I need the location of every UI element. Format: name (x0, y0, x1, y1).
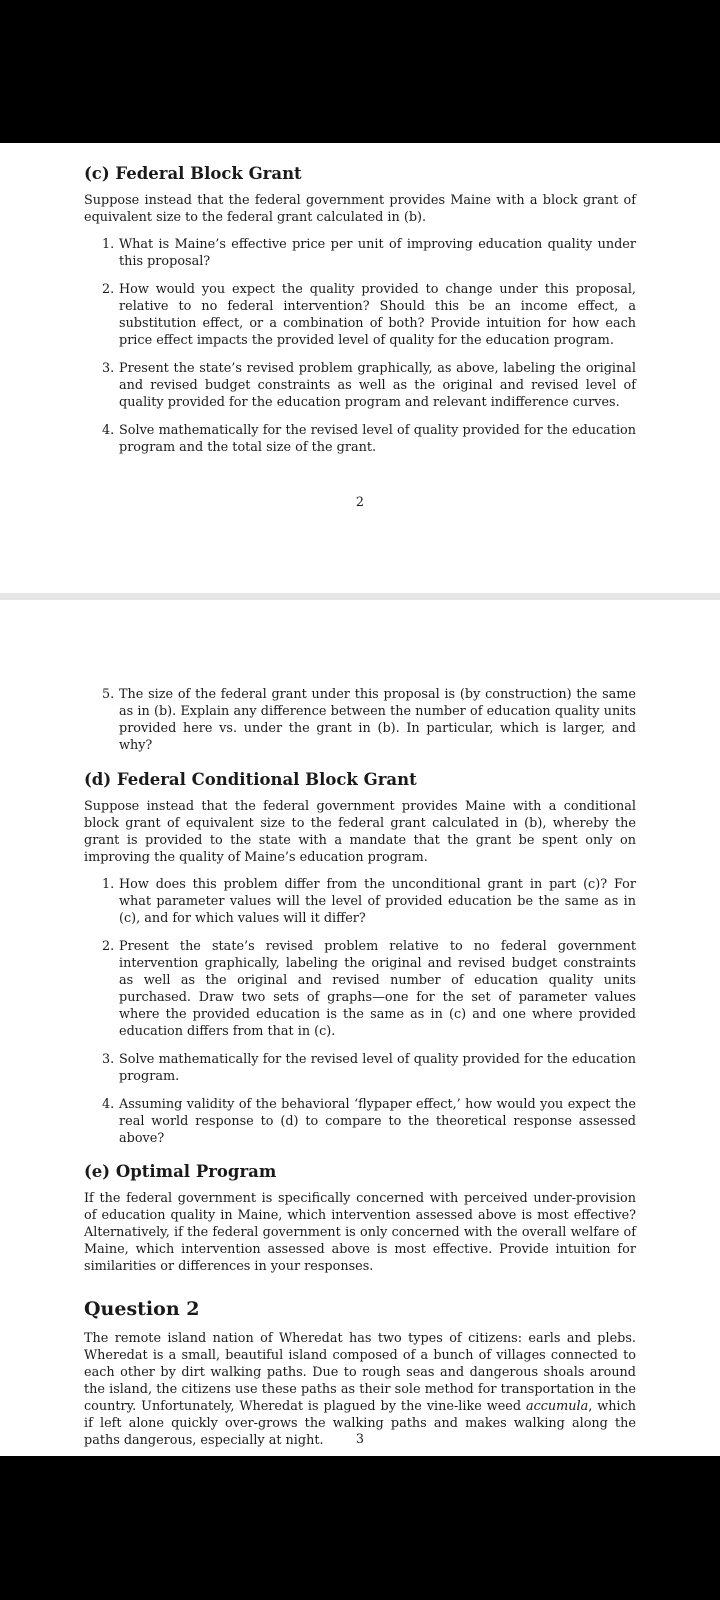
section-e-text: If the federal government is specifically concerned with perceived under-provision of education quality in Maine, which intervention assessed above is most effective? Alternatively, if the federal government is only concerned with the overall welfare of Maine, which intervention assessed above is most effective. Provide intuition for similarities or differences in your responses. (84, 1191, 636, 1274)
list-item: 1. What is Maine’s effective price per unit of improving education quality under this proposal? (102, 237, 636, 269)
section-c-list-continued (84, 686, 636, 754)
question-2-text: The remote island nation of Wheredat has two types of citizens: earls and plebs. Wheredat is a small, beautiful island composed of a bunch of villages connected to each other by dirt walking paths. Due to rough seas and dangerous shoals around the island, the citizens use these paths as their sole method for transportation in the country. Unfortunately, Wheredat is plagued by the vine-like weed accumula, which if left alone quickly over-grows the walking paths and makes walking along the paths dangerous, especially at night. (84, 1331, 636, 1448)
section-e-heading: (e) Optimal Program (84, 1162, 277, 1181)
section-d-heading: (d) Federal Conditional Block Grant (84, 770, 417, 789)
section-d-list (84, 876, 636, 1147)
weed-name: accumula (525, 1399, 589, 1414)
section-c-intro: Suppose instead that the federal government provides Maine with a block grant of equivalent size to the federal grant calculated in (b). (84, 193, 636, 225)
list-item: 1. How does this problem differ from the unconditional grant in part (c)? For what parameter values will the level of provided education be the same as in (c), and for which values will it differ? (102, 877, 636, 926)
list-item: 2. Present the state’s revised problem relative to no federal government intervention graphically, labeling the original and revised budget constraints as well as the original and revised number of education quality units purchased. Draw two sets of graphs—one for the set of parameter values where the provided education is the same as in (c) and one where provided education differs from that in (c). (102, 939, 636, 1039)
section-c-heading: (c) Federal Block Grant (84, 164, 302, 183)
list-item: 4. Solve mathematically for the revised level of quality provided for the education program and the total size of the grant. (102, 423, 636, 455)
list-item: 3. Present the state’s revised problem graphically, as above, labeling the original and revised budget constraints as well as the original and revised level of quality provided for the education program and relevant indifference curves. (102, 361, 636, 410)
page-3-content (84, 686, 636, 1449)
list-item: 2. How would you expect the quality provided to change under this proposal, relative to no federal intervention? Should this be an income effect, a substitution effect, or a combination of both? Provide intuition for how each price effect impacts the provided level of quality for the education program. (102, 282, 636, 348)
page-number: 3 (355, 1432, 365, 1447)
document-page-2 (0, 143, 720, 593)
page-number: 2 (355, 495, 365, 510)
list-item: 5. The size of the federal grant under this proposal is (by construction) the same as in (b). Explain any difference between the number of education quality units provided here vs. under the grant in (b). In particular, which is larger, and why? (102, 687, 636, 753)
section-c-list (84, 236, 636, 456)
section-d-intro: Suppose instead that the federal government provides Maine with a conditional block grant of equivalent size to the federal grant calculated in (b), whereby the grant is provided to the state with a mandate that the grant be spent only on improving the quality of Maine’s education program. (84, 799, 636, 865)
section-c (84, 163, 636, 456)
question-2-heading: Question 2 (84, 1298, 200, 1320)
list-item: 3. Solve mathematically for the revised level of quality provided for the education program. (102, 1052, 636, 1084)
list-item: 4. Assuming validity of the behavioral ‘flypaper effect,’ how would you expect the real world response to (d) to compare to the theoretical response assessed above? (102, 1097, 636, 1146)
document-page-3 (0, 600, 720, 1456)
page-separator (0, 593, 720, 600)
